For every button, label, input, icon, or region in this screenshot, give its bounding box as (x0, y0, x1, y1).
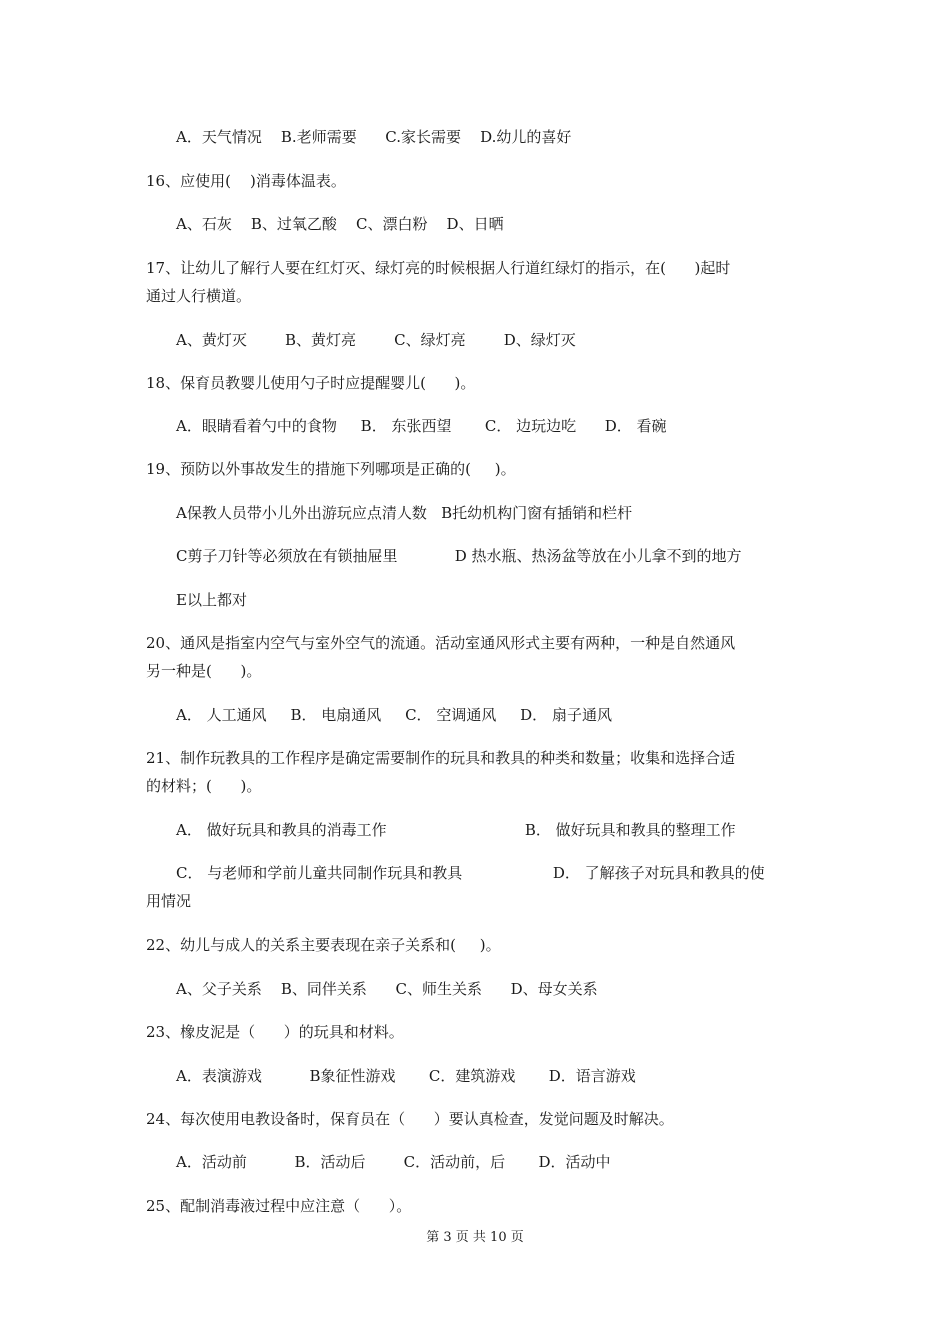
q20-stem-line2: 另一种是( )。 (146, 662, 262, 680)
q17-stem-line1: 17、让幼儿了解行人要在红灯灭、绿灯亮的时候根据人行道红绿灯的指示，在( )起时 (146, 259, 731, 277)
q24-stem: 24、每次使用电教设备时，保育员在（ ）要认真检查，发觉问题及时解决。 (146, 1110, 674, 1128)
q25-stem: 25、配制消毒液过程中应注意（ ）。 (146, 1197, 412, 1215)
q21-options-ab: A． 做好玩具和教具的消毒工作 B． 做好玩具和教具的整理工作 (176, 821, 736, 839)
q16-options: A、石灰 B、过氧乙酸 C、漂白粉 D、日晒 (176, 215, 504, 233)
q20-stem-line1: 20、通风是指室内空气与室外空气的流通。活动室通风形式主要有两种，一种是自然通风 (146, 634, 736, 652)
q21-option-d-cont: 用情况 (146, 892, 192, 910)
q21-options-cd: C． 与老师和学前儿童共同制作玩具和教具 D． 了解孩子对玩具和教具的使 (176, 864, 765, 882)
q18-options: A．眼睛看着勺中的食物 B． 东张西望 C． 边玩边吃 D． 看碗 (176, 417, 667, 435)
q23-options: A．表演游戏 B象征性游戏 C．建筑游戏 D．语言游戏 (176, 1067, 636, 1085)
q19-options-cd: C剪子刀针等必须放在有锁抽屉里 D 热水瓶、热汤盆等放在小儿拿不到的地方 (176, 547, 742, 565)
q19-option-e: E以上都对 (176, 591, 247, 609)
page-number-footer: 第 3 页 共 10 页 (426, 1230, 524, 1245)
q21-stem-line1: 21、制作玩教具的工作程序是确定需要制作的玩具和教具的种类和数量；收集和选择合适 (146, 749, 736, 767)
q19-options-ab: A保教人员带小儿外出游玩应点清人数 B托幼机构门窗有插销和栏杆 (176, 504, 633, 522)
q17-options: A、黄灯灭 B、黄灯亮 C、绿灯亮 D、绿灯灭 (176, 331, 576, 349)
q22-stem: 22、幼儿与成人的关系主要表现在亲子关系和( )。 (146, 936, 501, 954)
q23-stem: 23、橡皮泥是（ ）的玩具和材料。 (146, 1023, 404, 1041)
q18-stem: 18、保育员教婴儿使用勺子时应提醒婴儿( )。 (146, 374, 476, 392)
q17-stem-line2: 通过人行横道。 (146, 287, 252, 305)
q21-stem-line2: 的材料；( )。 (146, 777, 262, 795)
q15-options: A．天气情况 B.老师需要 C.家长需要 D.幼儿的喜好 (176, 128, 572, 146)
q16-stem: 16、应使用( )消毒体温表。 (146, 172, 346, 190)
q24-options: A．活动前 B．活动后 C．活动前，后 D．活动中 (176, 1153, 611, 1171)
q19-stem: 19、预防以外事故发生的措施下列哪项是正确的( )。 (146, 460, 516, 478)
q20-options: A． 人工通风 B． 电扇通风 C． 空调通风 D． 扇子通风 (176, 706, 612, 724)
q22-options: A、父子关系 B、同伴关系 C、师生关系 D、母女关系 (176, 980, 598, 998)
